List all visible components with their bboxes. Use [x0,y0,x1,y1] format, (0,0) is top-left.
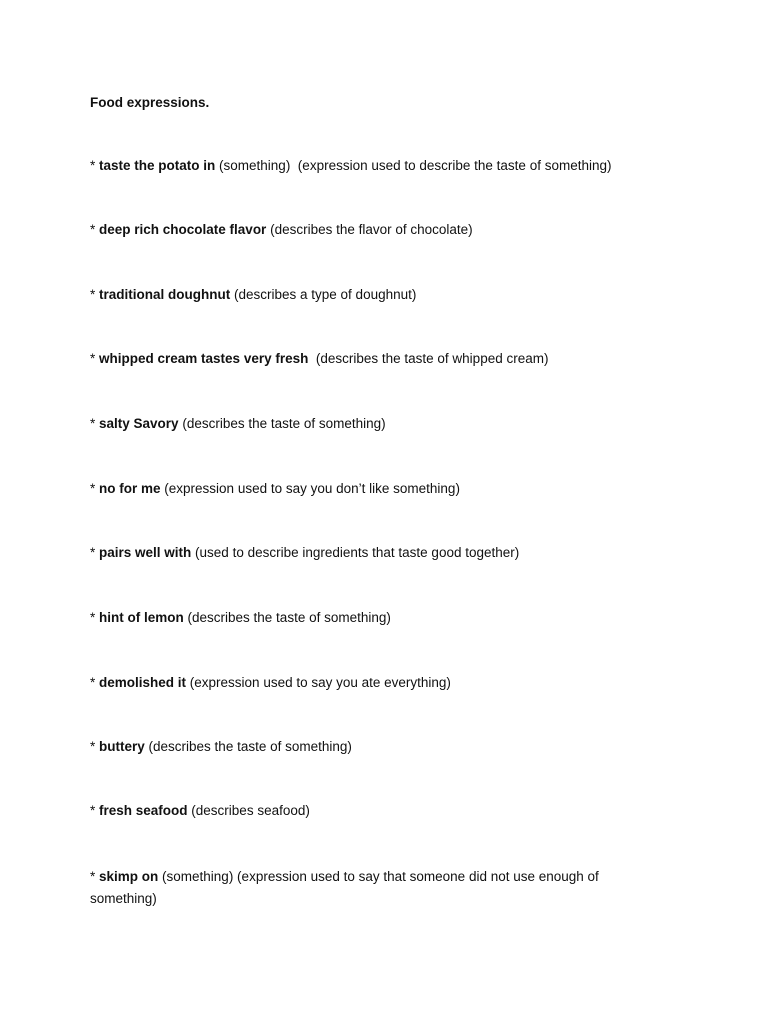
bullet: * [90,869,100,884]
expression-item-3 [90,284,660,306]
expression-term: no for me [99,481,161,496]
bullet: * [90,481,100,496]
expression-term: whipped cream tastes very fresh [99,351,309,366]
expression-item-5 [90,413,660,435]
expression-item-4 [90,348,660,370]
expression-description: (expression used to say you don’t like something) [160,481,460,496]
expression-term: skimp on [99,869,159,884]
expression-item-2 [90,219,660,241]
document-title: Food expressions. [90,95,210,110]
expression-term: hint of lemon [99,610,184,625]
expression-item-1 [90,155,660,177]
expression-description: (describes a type of doughnut) [230,287,417,302]
expression-item-6 [90,478,660,500]
bullet: * [90,739,100,754]
bullet: * [90,351,100,366]
expression-term: fresh seafood [99,803,188,818]
expression-description: (something) (expression used to describe the taste of something) [215,158,612,173]
expression-description: (describes the taste of something) [144,739,352,754]
expression-term: demolished it [99,675,187,690]
expression-item-8 [90,607,660,629]
expression-description: (describes the taste of something) [183,610,391,625]
expression-term: deep rich chocolate flavor [99,222,267,237]
bullet: * [90,158,100,173]
expression-item-9 [90,672,660,694]
expression-term: salty Savory [99,416,179,431]
expression-term: buttery [99,739,145,754]
bullet: * [90,545,100,560]
expression-description: (used to describe ingredients that taste good together) [191,545,520,560]
expression-description: (describes the taste of something) [178,416,386,431]
expression-description: (describes the flavor of chocolate) [266,222,473,237]
expression-description: (something) (expression used to say that someone did not use enough of something) [90,869,603,906]
bullet: * [90,803,100,818]
bullet: * [90,287,100,302]
expression-description: (describes the taste of whipped cream) [308,351,549,366]
expression-term: pairs well with [99,545,192,560]
bullet: * [90,222,100,237]
expression-term: taste the potato in [99,158,216,173]
bullet: * [90,416,100,431]
expression-item-11 [90,800,660,822]
expression-term: traditional doughnut [99,287,231,302]
expression-description: (expression used to say you ate everything) [186,675,451,690]
expression-item-10 [90,736,660,758]
bullet: * [90,675,100,690]
expression-item-12 [90,866,660,910]
expression-item-7 [90,542,660,564]
expression-description: (describes seafood) [187,803,310,818]
bullet: * [90,610,100,625]
